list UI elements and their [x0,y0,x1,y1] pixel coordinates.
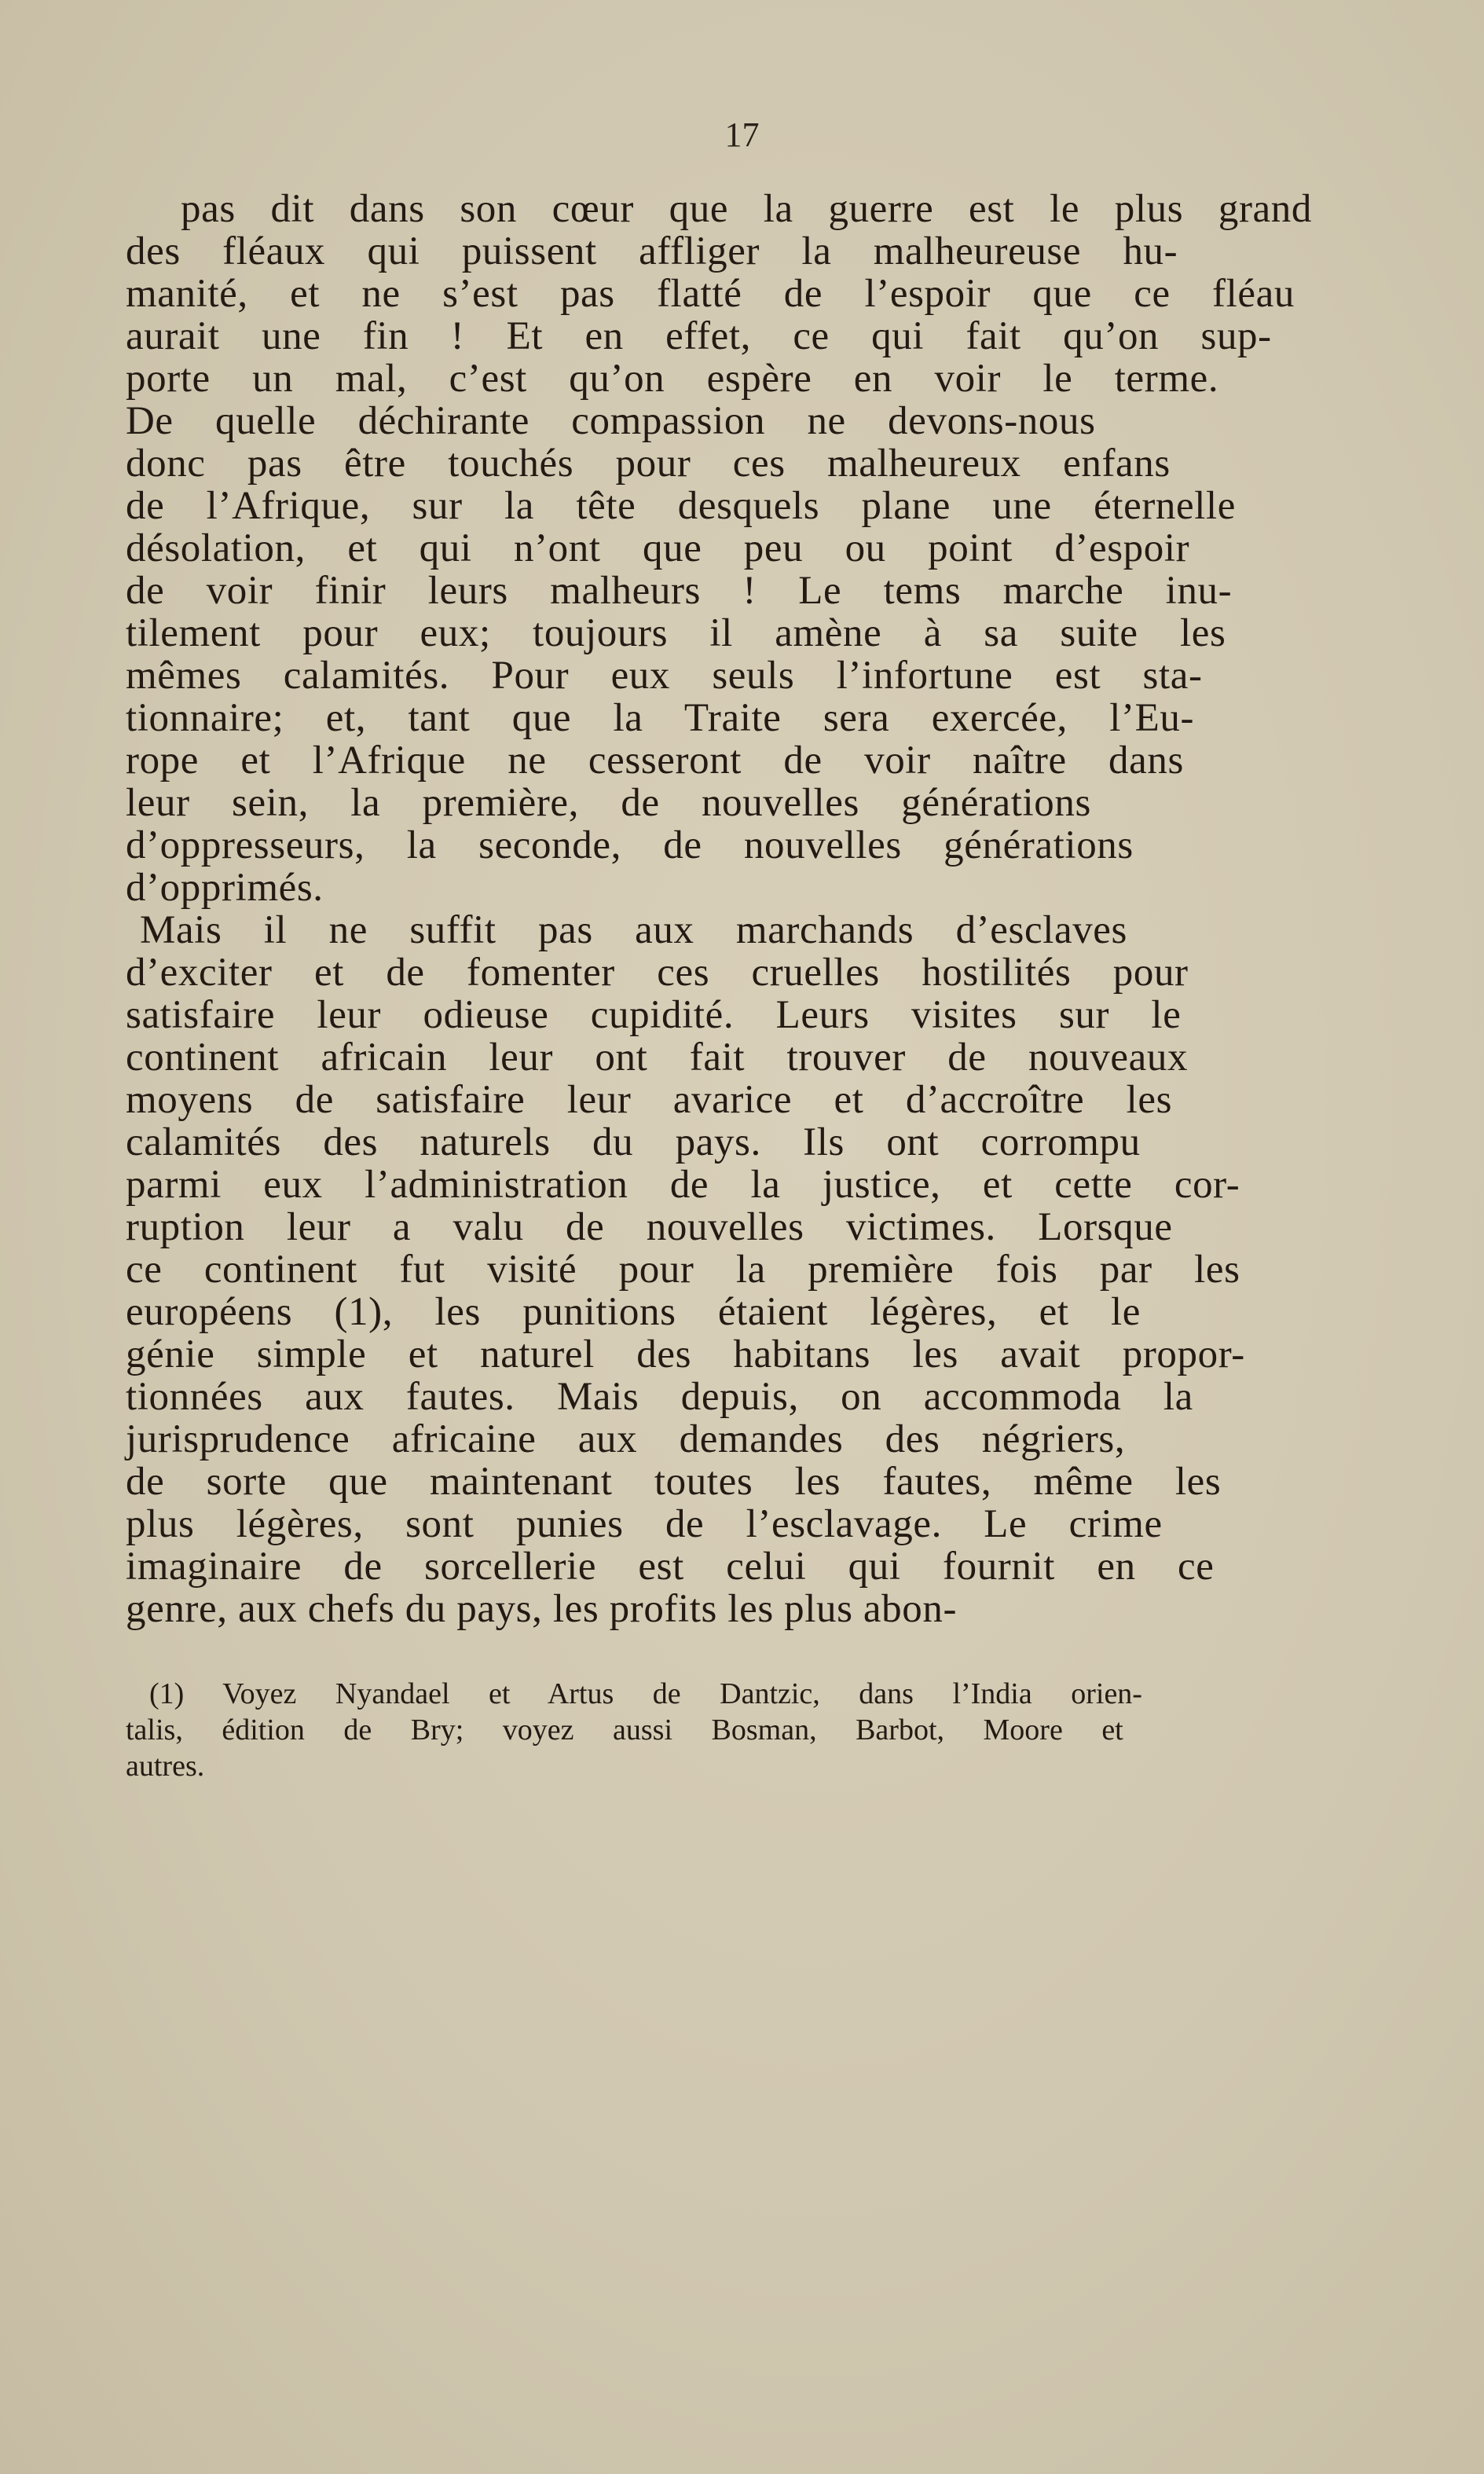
text-line: ruption leur a valu de nouvelles victimes. Lorsque [126,1205,1173,1249]
text-line: continent africain leur ont fait trouver de nouveaux [126,1035,1189,1079]
text-line: rope et l’Afrique ne cesseront de voir naître dans [126,739,1184,783]
text-line: de sorte que maintenant toutes les fautes, même les [126,1460,1222,1504]
text-line: tionnaire; et, tant que la Traite sera exercée, l’Eu- [126,696,1195,740]
footnote-line: talis, édition de Bry; voyez aussi Bosman, Barbot, Moore et [126,1713,1123,1746]
text-line: pas dit dans son cœur que la guerre est le plus grand [181,187,1312,231]
text-line: tionnées aux fautes. Mais depuis, on accommoda la [126,1375,1193,1419]
text-line: européens (1), les punitions étaient légères, et le [126,1290,1141,1334]
text-line: moyens de satisfaire leur avarice et d’accroître les [126,1078,1173,1122]
text-line: d’opprimés. [126,866,324,910]
text-line: jurisprudence africaine aux demandes des négriers, [126,1417,1126,1461]
text-line: parmi eux l’administration de la justice, et cette cor- [126,1163,1240,1207]
text-line: ce continent fut visité pour la première fois par les [126,1248,1240,1292]
text-line: donc pas être touchés pour ces malheureux enfans [126,442,1171,486]
text-line: génie simple et naturel des habitans les avait propor- [126,1332,1245,1376]
footnote-line: autres. [126,1750,205,1783]
text-line: satisfaire leur odieuse cupidité. Leurs visites sur le [126,993,1182,1037]
page-number: 17 [724,115,760,154]
text-line: de l’Afrique, sur la tête desquels plane une éternelle [126,484,1237,528]
text-line: des fléaux qui puissent affliger la malheureuse hu- [126,229,1178,273]
text-line: calamités des naturels du pays. Ils ont corrompu [126,1120,1141,1164]
footnote-line: (1) Voyez Nyandael et Artus de Dantzic, dans l’India orien- [149,1677,1142,1710]
text-line: leur sein, la première, de nouvelles générations [126,781,1091,825]
text-line: d’exciter et de fomenter ces cruelles hostilités pour [126,951,1189,995]
text-line: imaginaire de sorcellerie est celui qui fournit en ce [126,1545,1215,1589]
text-line: aurait une fin ! Et en effet, ce qui fait qu’on sup- [126,314,1272,358]
text-line: genre, aux chefs du pays, les profits les plus abon- [126,1587,958,1631]
text-line: De quelle déchirante compassion ne devons-nous [126,399,1096,443]
text-line: mêmes calamités. Pour eux seuls l’infortune est sta- [126,654,1203,698]
text-line: tilement pour eux; toujours il amène à sa suite les [126,611,1226,655]
text-line: manité, et ne s’est pas flatté de l’espoir que ce fléau [126,272,1295,316]
text-line: désolation, et qui n’ont que peu ou point d’espoir [126,526,1190,570]
text-line: Mais il ne suffit pas aux marchands d’esclaves [140,908,1127,952]
text-line: d’oppresseurs, la seconde, de nouvelles générations [126,823,1134,867]
text-line: plus légères, sont punies de l’esclavage. Le crime [126,1502,1163,1546]
text-line: porte un mal, c’est qu’on espère en voir le terme. [126,357,1219,401]
text-line: de voir finir leurs malheurs ! Le tems marche inu- [126,569,1233,613]
